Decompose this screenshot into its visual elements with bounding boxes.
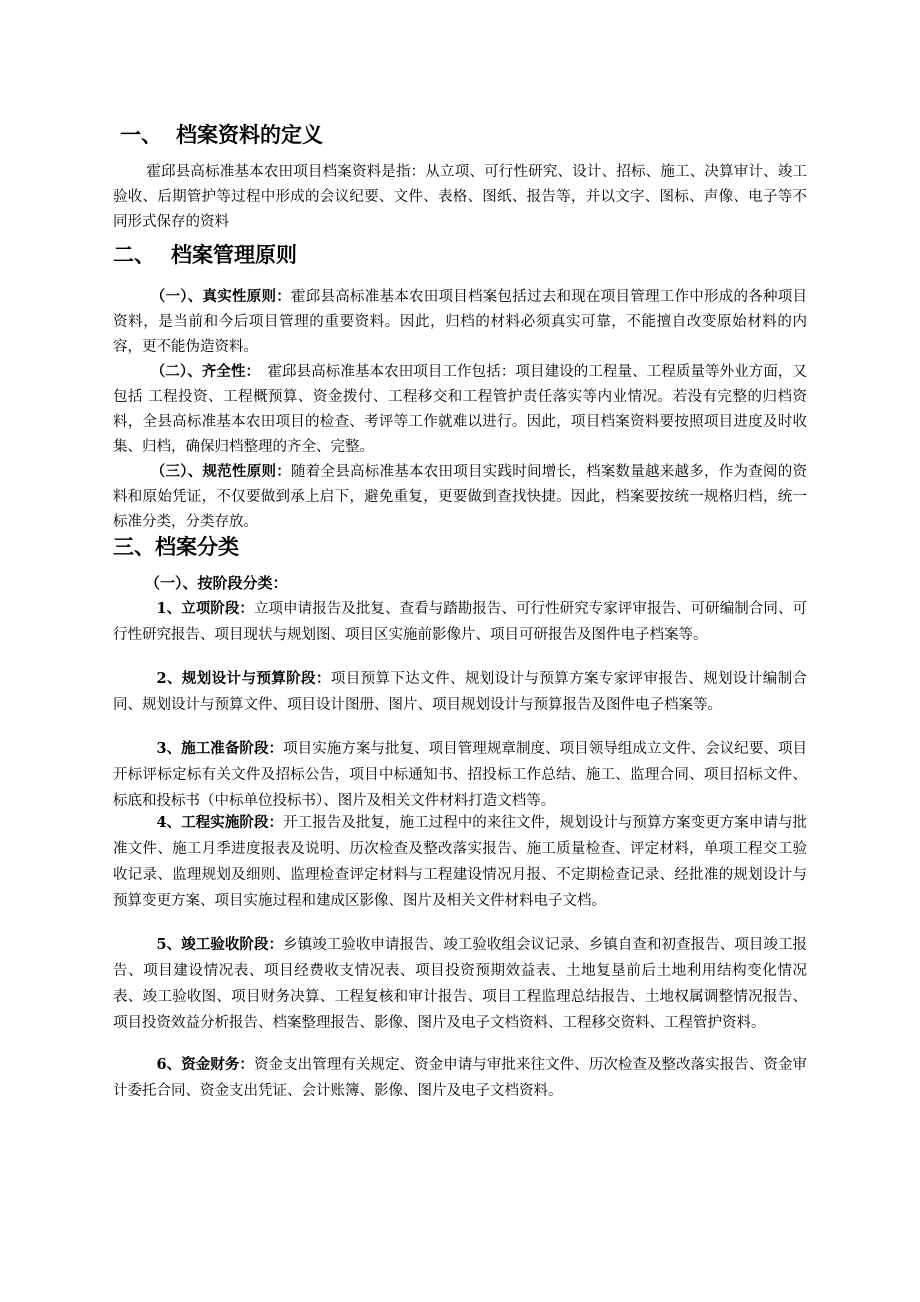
paragraph-text: 霍邱县高标准基本农田项目档案资料是指：从立项、可行性研究、设计、招标、施工、决算审计、竣工验收、后期管护等过程中形成的会议纪要、文件、表格、图纸、报告等，并以文字、图标、声像、电子等不同形式保存的资料 xyxy=(113,164,807,230)
item-text: 资金支出管理有关规定、资金申请与审批来往文件、历次检查及整改落实报告、资金审计委托合同、资金支出凭证、会计账簿、影像、图片及电子文档资料。 xyxy=(113,1057,808,1099)
section-number: 二、 xyxy=(113,243,155,267)
section-number: 三、 xyxy=(113,535,155,559)
paragraph-lead: （三）、规范性原则： xyxy=(150,463,291,480)
list-item xyxy=(113,810,807,914)
item-text: 项目预算下达文件、规划设计与预算方案专家评审报告、规划设计编制合同、规划设计与预算文件、项目设计图册、图片、项目规划设计与预算报告及图件电子档案等。 xyxy=(113,671,807,713)
paragraph-lead: （二）、齐全性： xyxy=(150,363,253,380)
section-heading-1 xyxy=(120,120,323,150)
section-heading-2 xyxy=(113,240,297,270)
paragraph-lead: （一）、真实性原则： xyxy=(150,288,291,305)
item-lead: 6、资金财务： xyxy=(156,1056,254,1073)
section-title: 档案管理原则 xyxy=(171,243,297,267)
item-lead: 3、施工准备阶段： xyxy=(156,740,284,757)
section-title: 档案资料的定义 xyxy=(176,123,323,147)
item-text: 开工报告及批复，施工过程中的来往文件，规划设计与预算方案变更方案申请与批准文件、施工月季进度报表及说明、历次检查及整改落实报告、施工质量检查、评定材料，单项工程交工验收记录、监理规划及细则、监理检查评定材料与工程建设情况月报、不定期检查记录、经批准的规划设计与预算变更方案、项目实施过程和建成区影像、图片及相关文件材料电子文档。 xyxy=(113,815,808,909)
paragraph xyxy=(113,459,807,535)
paragraph-text: 随着全县高标准基本农田项目实践时间增长，档案数量越来越多，作为查阅的资料和原始凭证，不仅要做到承上启下，避免重复，更要做到查找快捷。因此，档案要按统一规格归档，统一标准分类，分类存放。 xyxy=(113,464,807,530)
section-number: 一、 xyxy=(120,123,162,147)
paragraph-text: 霍邱县高标准基本农田项目档案包括过去和现在项目管理工作中形成的各种项目资料，是当前和今后项目管理的重要资料。因此，归档的材料必须真实可靠，不能擅自改变原始材料的内容，更不能伪造资料。 xyxy=(113,289,807,355)
paragraph-text: 霍邱县高标准基本农田项目工作包括：项目建设的工程量、工程质量等外业方面，又包括 工程投资、工程概预算、资金拨付、工程移交和工程管护责任落实等内业情况。若没有完整的归档资料，全县高标准基本农田项目的检查、考评等工作就难以进行。因此，项目档案资料要按照项目进度及时收集、归档，确保归档整理的齐全、完整。 xyxy=(113,364,808,455)
list-item xyxy=(113,736,807,814)
item-text: 立项申请报告及批复、查看与踏勘报告、可行性研究专家评审报告、可研编制合同、可行性研究报告、项目现状与规划图、项目区实施前影像片、项目可研报告及图件电子档案等。 xyxy=(113,601,808,643)
item-text: 乡镇竣工验收申请报告、竣工验收组会议记录、乡镇自查和初查报告、项目竣工报告、项目建设情况表、项目经费收支情况表、项目投资预期效益表、土地复垦前后土地利用结构变化情况表、竣工验收图、项目财务决算、工程复核和审计报告、项目工程监理总结报告、土地权属调整情况报告、项目投资效益分析报告、档案整理报告、影像、图片及电子文档资料、工程移交资料、工程管护资料。 xyxy=(113,937,808,1031)
list-item xyxy=(113,1052,807,1104)
list-item xyxy=(113,596,807,648)
list-item xyxy=(113,666,807,718)
paragraph xyxy=(113,160,807,235)
item-text: 项目实施方案与批复、项目管理规章制度、项目领导组成立文件、会议纪要、项目开标评标定标有关文件及招标公告，项目中标通知书、招投标工作总结、施工、监理合同、项目招标文件、标底和投标书（中标单位投标书）、图片及相关文件材料打造文档等。 xyxy=(113,741,808,809)
item-lead: 2、规划设计与预算阶段： xyxy=(156,670,331,687)
item-lead: 1、立项阶段： xyxy=(156,600,254,617)
list-item xyxy=(113,932,807,1036)
section-heading-3 xyxy=(113,532,239,562)
paragraph xyxy=(113,284,807,360)
section-title: 档案分类 xyxy=(155,535,239,559)
paragraph xyxy=(113,359,807,460)
item-lead: 5、竣工验收阶段： xyxy=(156,936,284,953)
subheading: （一）、按阶段分类： xyxy=(145,574,288,592)
item-lead: 4、工程实施阶段： xyxy=(156,814,284,831)
